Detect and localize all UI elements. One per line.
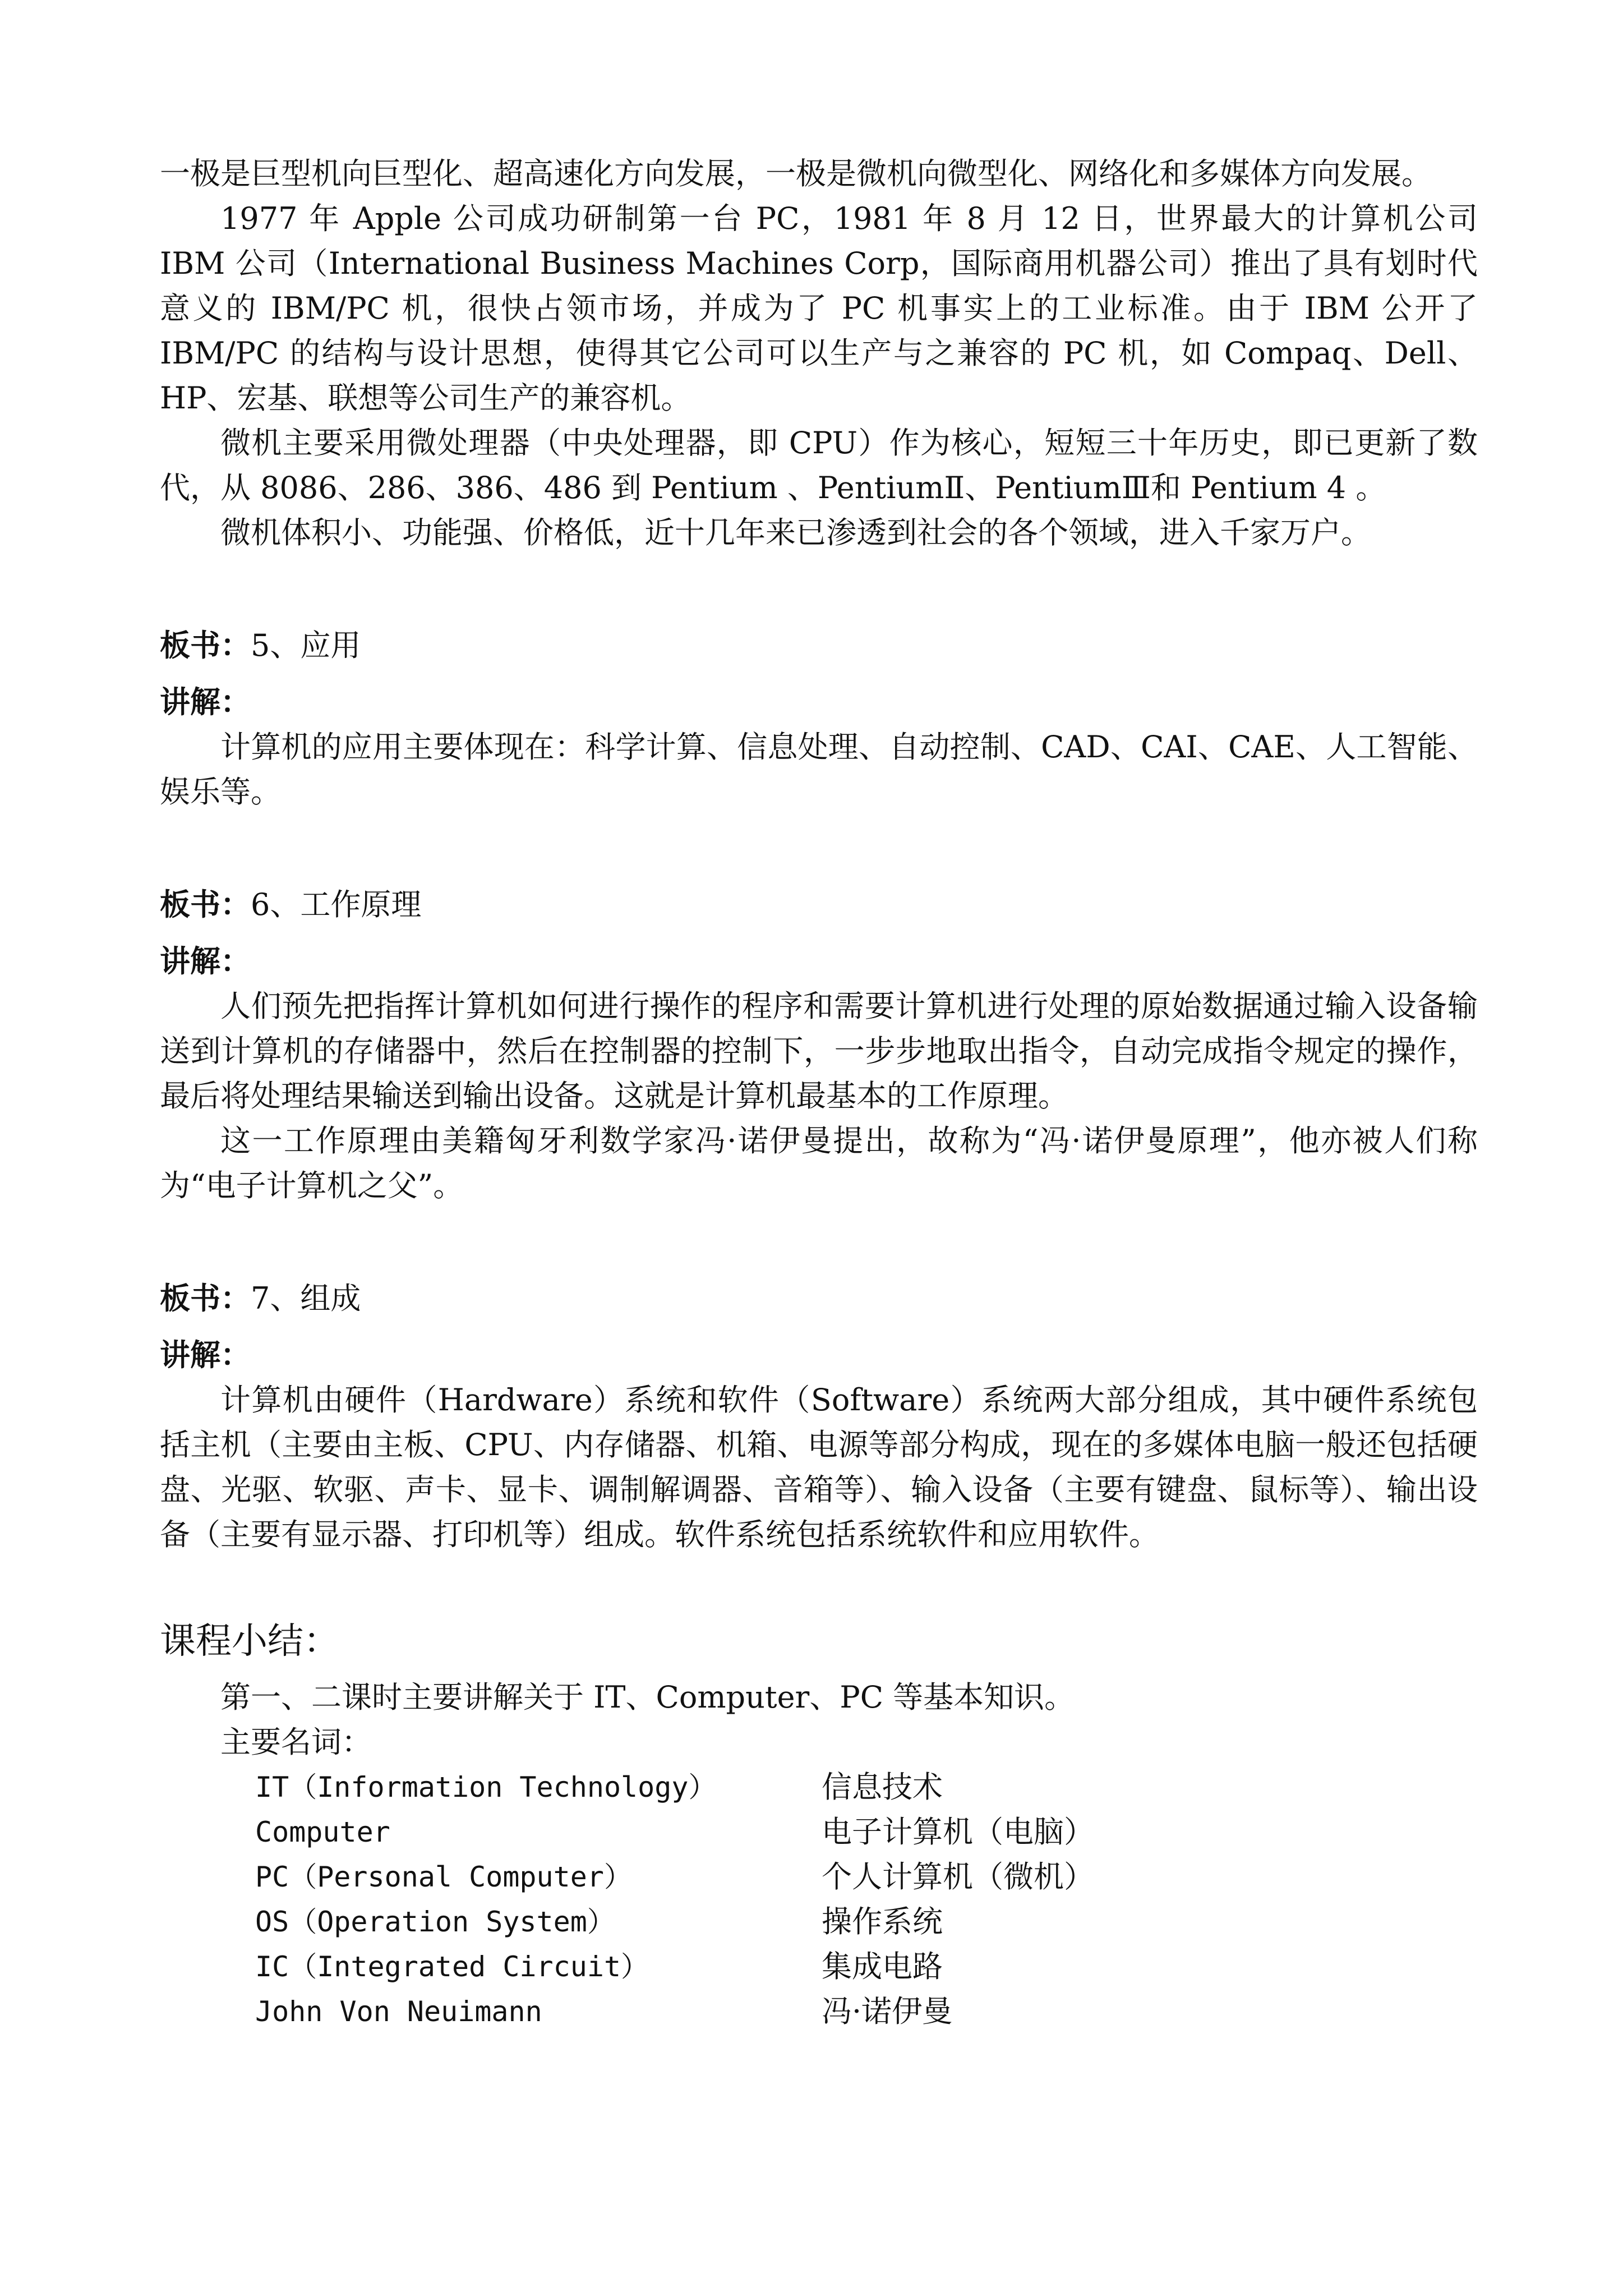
term-chinese: 信息技术	[822, 1769, 943, 1805]
section-7-paragraph-1: 计算机由硬件（Hardware）系统和软件（Software）系统两大部分组成，其中硬件系统包括主机（主要由主板、CPU、内存储器、机箱、电源等部分构成，现在的多媒体电脑一般还包括硬盘、光驱、软驱、声卡、显卡、调制解调器、音箱等）、输入设备（主要有键盘、鼠标等）、输出设备（主要有显示器、打印机等）组成。软件系统包括系统软件和应用软件。	[160, 1382, 1478, 1552]
intro-paragraph-3: 微机主要采用微处理器（中央处理器，即 CPU）作为核心，短短三十年历史，即已更新了数代，从 8086、286、386、486 到 Pentium 、PentiumⅡ、PentiumⅢ和 Pentium 4 。	[160, 425, 1478, 505]
board-heading-composition	[160, 1276, 1478, 1321]
intro-paragraph-4: 微机体积小、功能强、价格低，近十几年来已渗透到社会的各个领域，进入千家万户。	[220, 515, 1371, 550]
terms-heading: 主要名词：	[220, 1724, 372, 1760]
board-text: 7、组成	[251, 1281, 361, 1316]
term-chinese: 冯·诺伊曼	[822, 1994, 953, 2029]
term-english: OS（Operation System）	[255, 1906, 615, 1938]
explain-heading	[160, 1332, 1478, 1378]
term-english: Computer	[255, 1816, 390, 1848]
intro-paragraph-1: 一极是巨型机向巨型化、超高速化方向发展，一极是微机向微型化、网络化和多媒体方向发展。	[160, 156, 1432, 191]
explain-label: 讲解：	[160, 684, 251, 720]
term-row	[255, 1855, 1478, 1899]
term-chinese: 个人计算机（微机）	[822, 1859, 1094, 1894]
summary-line: 第一、二课时主要讲解关于 IT、Computer、PC 等基本知识。	[220, 1680, 1075, 1715]
explain-label: 讲解：	[160, 943, 251, 979]
summary-title: 课程小结：	[160, 1621, 339, 1662]
term-chinese: 操作系统	[822, 1904, 943, 1939]
section-5-paragraph-1: 计算机的应用主要体现在：科学计算、信息处理、自动控制、CAD、CAI、CAE、人工智能、娱乐等。	[160, 729, 1478, 809]
term-row	[255, 1810, 1478, 1855]
board-label: 板书：	[160, 627, 251, 663]
term-row	[255, 1765, 1478, 1810]
board-label: 板书：	[160, 886, 251, 922]
term-chinese: 集成电路	[822, 1949, 943, 1984]
board-heading-applications	[160, 623, 1478, 668]
explain-label: 讲解：	[160, 1337, 251, 1373]
term-english: PC（Personal Computer）	[255, 1861, 632, 1893]
terms-list	[255, 1765, 1478, 2034]
board-text: 5、应用	[251, 628, 361, 663]
term-chinese: 电子计算机（电脑）	[822, 1814, 1094, 1849]
term-english: IT（Information Technology）	[255, 1771, 717, 1803]
section-6-paragraph-1: 人们预先把指挥计算机如何进行操作的程序和需要计算机进行处理的原始数据通过输入设备输送到计算机的存储器中，然后在控制器的控制下，一步步地取出指令，自动完成指令规定的操作，最后将处理结果输送到输出设备。这就是计算机最基本的工作原理。	[160, 988, 1478, 1114]
term-row	[255, 1944, 1478, 1989]
board-label: 板书：	[160, 1280, 251, 1316]
board-heading-working-principle	[160, 882, 1478, 927]
intro-paragraph-2: 1977 年 Apple 公司成功研制第一台 PC，1981 年 8 月 12 日，世界最大的计算机公司 IBM 公司（International Business Machines Corp，国际商用机器公司）推出了具有划时代意义的 IBM/PC 机，很快占领市场，并成为了 PC 机事实上的工业标准。由于 IBM 公开了 IBM/PC 的结构与设计思想，使得其它公司可以生产与之兼容的 PC 机，如 Compaq、Dell、HP、宏基、联想等公司生产的兼容机。	[160, 201, 1478, 416]
section-6-paragraph-2: 这一工作原理由美籍匈牙利数学家冯·诺伊曼提出，故称为“冯·诺伊曼原理”，他亦被人们称为“电子计算机之父”。	[160, 1123, 1478, 1203]
explain-heading	[160, 938, 1478, 984]
board-text: 6、工作原理	[251, 887, 422, 922]
term-english: IC（Integrated Circuit）	[255, 1950, 649, 1983]
document-page	[160, 151, 1478, 2034]
term-row	[255, 1899, 1478, 1944]
term-row	[255, 1989, 1478, 2034]
term-english: John Von Neuimann	[255, 1995, 542, 2028]
explain-heading	[160, 679, 1478, 725]
